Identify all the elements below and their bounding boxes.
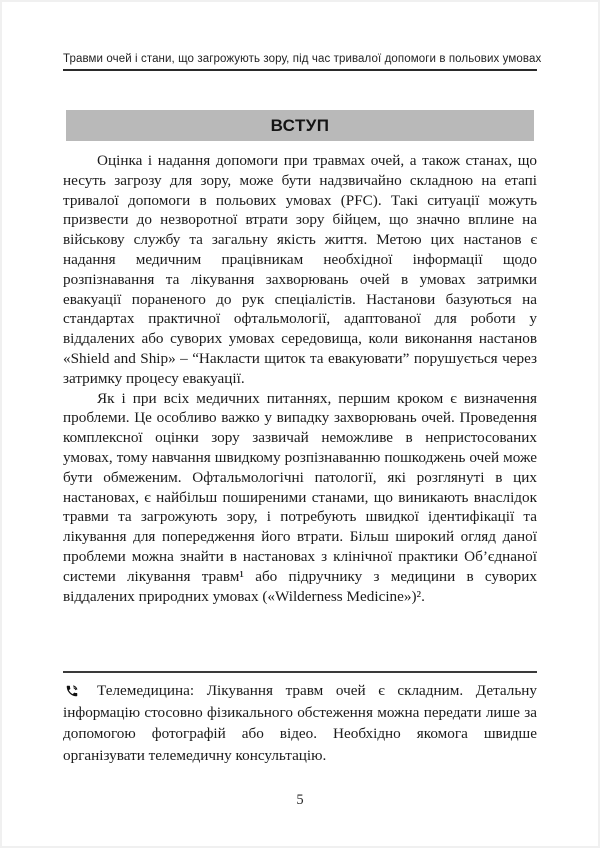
paragraph-problem-identification: Як і при всіх медичних питаннях, першим кроком є визначення проблеми. Це особливо важко у випадку захворювань очей. Проведення комплексної оцінки зору зазвичай неможливе в непристосованих умовах, тому навчання швидкому розпізнаванню пошкоджень очей може бути обмеженим. Офтальмологічні патології, які розглянуті в цих настановах, є найбільш поширеними станами, що виникають внаслідок травми та загрожують зору, і потребують швидкої ідентифікації та лікування для попередження його втрати. Більш широкий огляд даної проблеми можна знайти в настановах з клінічної практики Об’єднаної системи лікування травм¹ або підручнику з медицини в суворих віддалених природних умовах («Wilderness Medicine»)². bbox=[63, 389, 537, 605]
page-number: 5 bbox=[296, 792, 304, 808]
running-header bbox=[63, 53, 542, 71]
telemedicine-note bbox=[63, 671, 537, 766]
section-title-bar bbox=[66, 110, 534, 141]
running-header-text: Травми очей і стани, що загрожують зору, під час тривалої допомоги в польових умовах bbox=[63, 53, 542, 65]
note-text: Телемедицина: Лікування травм очей є складним. Детальну інформацію стосовно фізикального обстеження можна передати лише за допомогою фотографій або відео. Необхідно якомога швидше організувати телемедичну консультацію. bbox=[63, 682, 537, 764]
body-text bbox=[63, 151, 537, 606]
phone-icon bbox=[65, 684, 79, 698]
section-title: ВСТУП bbox=[270, 115, 330, 135]
paragraph-intro: Оцінка і надання допомоги при травмах очей, а також станах, що несуть загрозу для зору, може бути надзвичайно складною на етапі тривалої допомоги в польових умовах (PFC). Такі ситуації можуть призвести до незворотної втрати зору бійцем, що значно вплине на військову службу та загальну якість життя. Метою цих настанов є надання медичним працівникам необхідної інформації щодо розпізнавання та лікування захворювань очей в умовах затримки евакуації пораненого до рук спеціалістів. Настанови базуються на стандартах практичної офтальмології, адаптованої для роботи у віддалених або суворих умовах середовища, коли виконання настанов «Shield and Ship» – “Накласти щиток та евакуювати” порушується через затримку процесу евакуації. bbox=[63, 152, 537, 387]
